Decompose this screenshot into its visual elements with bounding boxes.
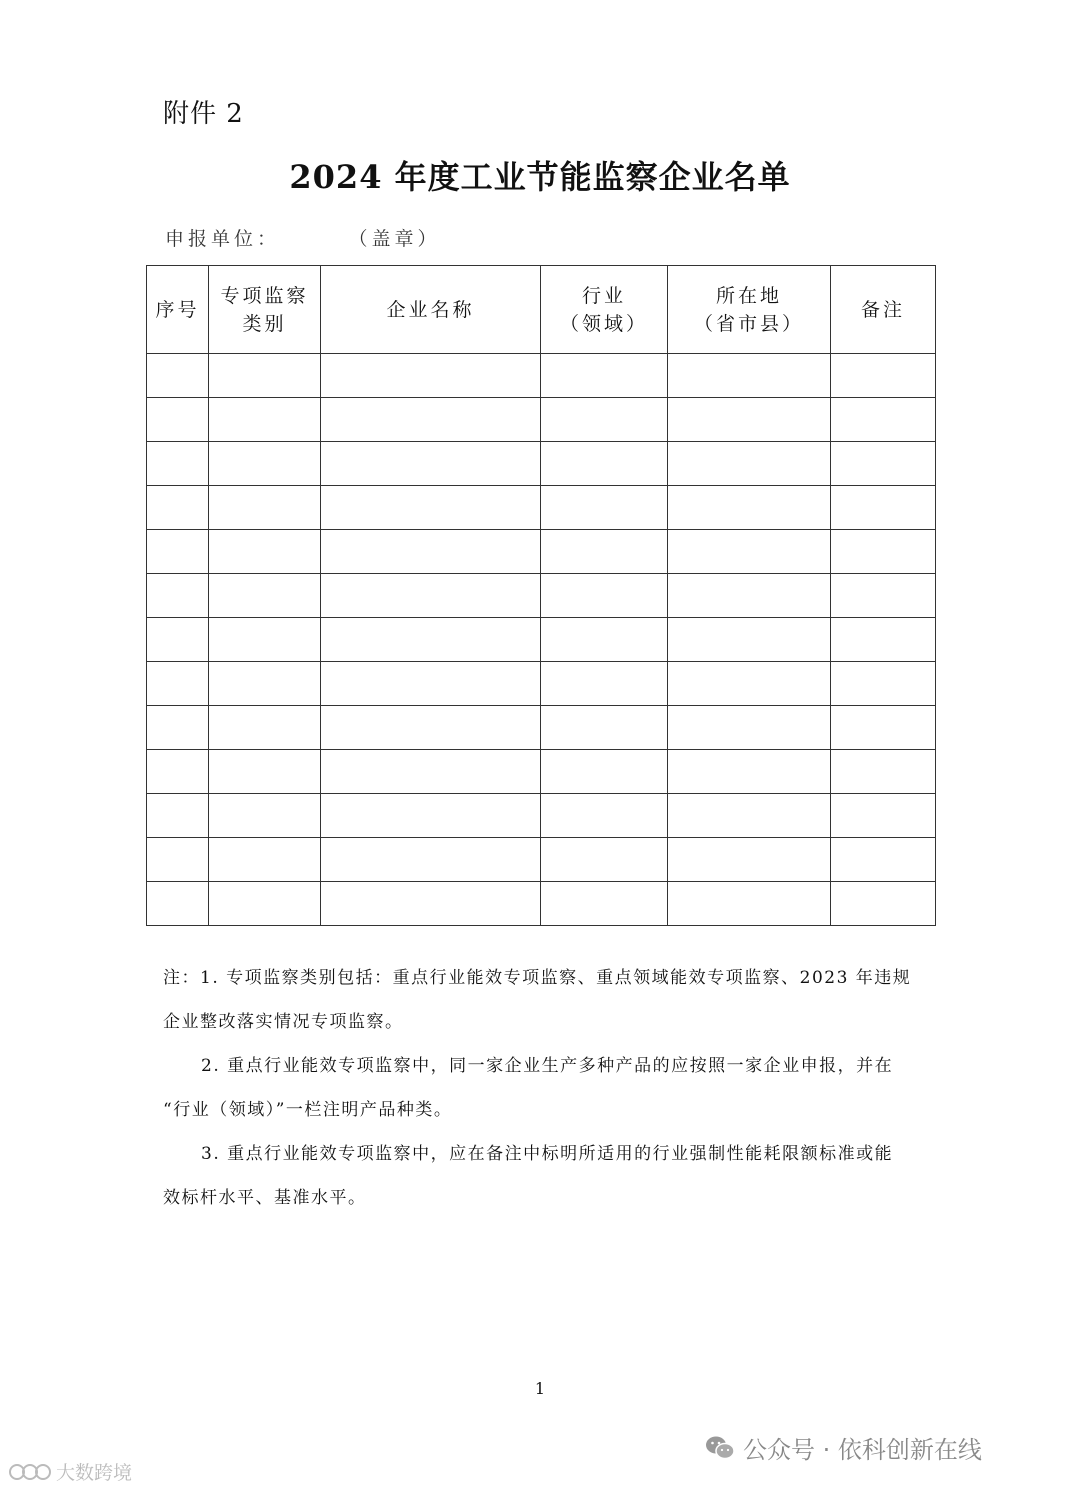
header-company-name: 企业名称 xyxy=(321,266,541,354)
table-cell xyxy=(668,662,831,706)
table-cell xyxy=(668,706,831,750)
table-cell xyxy=(541,398,668,442)
applicant-line xyxy=(165,224,441,251)
table-cell xyxy=(209,662,321,706)
table-cell xyxy=(209,882,321,926)
table-cell xyxy=(209,838,321,882)
table-cell xyxy=(321,442,541,486)
table-body xyxy=(147,354,936,926)
table-row xyxy=(147,750,936,794)
table-row xyxy=(147,354,936,398)
table-cell xyxy=(831,486,936,530)
brand-watermark-text: 大数跨境 xyxy=(56,1462,133,1484)
note-1-line-2: 企业整改落实情况专项监察。 xyxy=(163,1012,404,1032)
table-cell xyxy=(541,882,668,926)
table-cell xyxy=(831,662,936,706)
table-cell xyxy=(831,530,936,574)
table-cell xyxy=(541,354,668,398)
table-cell xyxy=(541,794,668,838)
table-cell xyxy=(831,794,936,838)
table-row xyxy=(147,530,936,574)
table-cell xyxy=(831,882,936,926)
table-cell xyxy=(147,486,209,530)
table-cell xyxy=(147,662,209,706)
table-cell xyxy=(541,530,668,574)
table-cell xyxy=(541,442,668,486)
table-cell xyxy=(668,794,831,838)
table-cell xyxy=(321,838,541,882)
table-row xyxy=(147,882,936,926)
note-2-line-2: “行业（领域）”一栏注明产品种类。 xyxy=(163,1100,453,1120)
table-cell xyxy=(209,574,321,618)
table-cell xyxy=(209,530,321,574)
table-header-row xyxy=(147,266,936,354)
table-row xyxy=(147,794,936,838)
table-cell xyxy=(541,706,668,750)
table-cell xyxy=(321,662,541,706)
table-cell xyxy=(831,750,936,794)
table-cell xyxy=(147,574,209,618)
table-row xyxy=(147,838,936,882)
table-cell xyxy=(321,750,541,794)
table-cell xyxy=(209,442,321,486)
wechat-icon xyxy=(705,1435,735,1461)
table-cell xyxy=(147,882,209,926)
table-cell xyxy=(147,618,209,662)
page-number: 1 xyxy=(534,1379,546,1398)
table-cell xyxy=(541,486,668,530)
table-cell xyxy=(668,398,831,442)
table-cell xyxy=(147,750,209,794)
table-row xyxy=(147,618,936,662)
table-cell xyxy=(147,398,209,442)
table-row xyxy=(147,486,936,530)
table-cell xyxy=(209,398,321,442)
table-cell xyxy=(321,618,541,662)
seal-placeholder: （盖章） xyxy=(358,228,441,250)
table-cell xyxy=(209,794,321,838)
table-cell xyxy=(668,442,831,486)
table-cell xyxy=(668,750,831,794)
table-cell xyxy=(321,574,541,618)
table-cell xyxy=(209,354,321,398)
table-cell xyxy=(321,354,541,398)
table-row xyxy=(147,706,936,750)
table-cell xyxy=(321,530,541,574)
table-cell xyxy=(209,750,321,794)
header-serial: 序号 xyxy=(147,266,209,354)
table-cell xyxy=(321,706,541,750)
table-cell xyxy=(668,486,831,530)
table-cell xyxy=(321,398,541,442)
table-cell xyxy=(321,794,541,838)
enterprise-list-table xyxy=(146,265,936,926)
table-cell xyxy=(541,574,668,618)
table-cell xyxy=(668,882,831,926)
table-cell xyxy=(831,442,936,486)
table-cell xyxy=(147,354,209,398)
note-3-line-1: 3. 重点行业能效专项监察中，应在备注中标明所适用的行业强制性能耗限额标准或能 xyxy=(201,1144,894,1164)
notes-section xyxy=(163,956,923,1220)
table-cell xyxy=(668,838,831,882)
table-cell xyxy=(541,618,668,662)
table-cell xyxy=(541,662,668,706)
attachment-label: 附件 2 xyxy=(163,99,244,129)
table-cell xyxy=(209,486,321,530)
table-cell xyxy=(209,706,321,750)
table-cell xyxy=(321,486,541,530)
brand-logo-icon xyxy=(8,1461,52,1483)
table-cell xyxy=(541,838,668,882)
table-row xyxy=(147,398,936,442)
table-row xyxy=(147,442,936,486)
document-title: 2024 年度工业节能监察企业名单 xyxy=(289,158,791,196)
table-cell xyxy=(147,442,209,486)
table-cell xyxy=(668,618,831,662)
table-cell xyxy=(831,354,936,398)
table-row xyxy=(147,662,936,706)
header-location: 所在地 （省市县） xyxy=(668,266,831,354)
table-row xyxy=(147,574,936,618)
note-3-line-2: 效标杆水平、基准水平。 xyxy=(163,1188,367,1208)
table-cell xyxy=(831,838,936,882)
header-category: 专项监察 类别 xyxy=(209,266,321,354)
note-1-line-1: 注：1. 专项监察类别包括：重点行业能效专项监察、重点领域能效专项监察、2023 年违规 xyxy=(163,968,912,988)
header-industry: 行业 （领域） xyxy=(541,266,668,354)
table-cell xyxy=(147,838,209,882)
wechat-watermark xyxy=(705,1430,982,1465)
table-cell xyxy=(209,618,321,662)
table-cell xyxy=(831,574,936,618)
brand-watermark xyxy=(8,1458,132,1485)
table-cell xyxy=(321,882,541,926)
wechat-watermark-text: 公众号 · 依科创新在线 xyxy=(743,1436,982,1464)
table-cell xyxy=(147,530,209,574)
header-remarks: 备注 xyxy=(831,266,936,354)
note-2-line-1: 2. 重点行业能效专项监察中，同一家企业生产多种产品的应按照一家企业申报，并在 xyxy=(201,1056,894,1076)
table-cell xyxy=(668,574,831,618)
table-cell xyxy=(831,618,936,662)
applicant-label: 申报单位： xyxy=(165,228,281,250)
table-cell xyxy=(541,750,668,794)
table-cell xyxy=(831,706,936,750)
table-cell xyxy=(831,398,936,442)
table-cell xyxy=(668,530,831,574)
table-cell xyxy=(147,794,209,838)
table-cell xyxy=(668,354,831,398)
table-cell xyxy=(147,706,209,750)
